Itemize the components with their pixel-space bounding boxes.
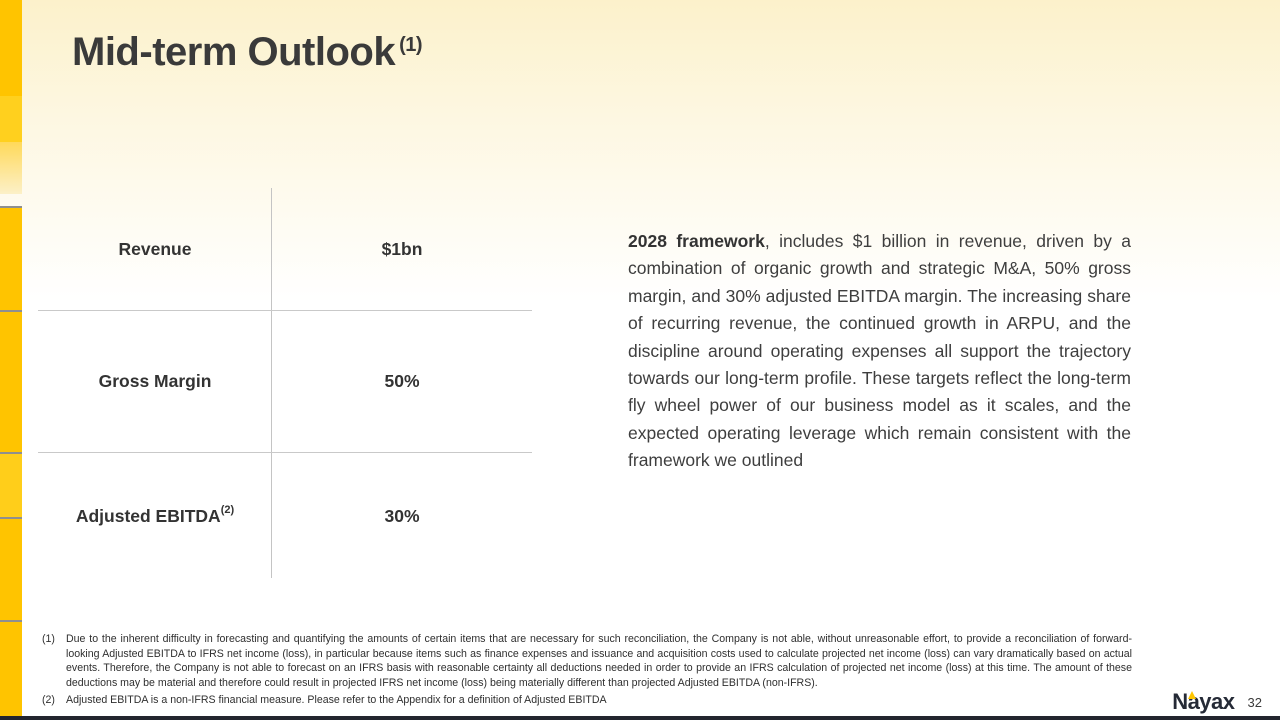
metric-value-text: 30% [384, 505, 420, 526]
accent-bar-segment [0, 96, 22, 142]
nayax-logo [1172, 691, 1234, 713]
metric-label-revenue [38, 188, 272, 310]
footnotes [42, 632, 1132, 711]
accent-strip [0, 0, 22, 716]
footer [1172, 691, 1262, 713]
accent-bar-segment [0, 620, 22, 716]
footnote-marker: (2) [42, 694, 55, 707]
framework-lead: 2028 framework [628, 231, 765, 251]
metric-label-text: Adjusted EBITDA [75, 505, 221, 526]
metric-value-text: $1bn [381, 238, 423, 259]
metric-value-adjusted-ebitda [272, 452, 532, 580]
metric-label-adjusted-ebitda [38, 452, 272, 580]
framework-body-text: , includes $1 billion in revenue, driven by a combination of organic growth and strategic M&A, 50% gross margin, and 30% adjusted EBITDA margin. The increasing share of recurring revenue, the continued growth in ARPU, and the discipline around operating expenses all support the trajectory towards our long-term profile. These targets reflect the long-term fly wheel power of our business model as it scales, and the expected operating leverage which remain consistent with the framework we outlined [628, 231, 1131, 471]
metric-value-text: 50% [384, 370, 420, 391]
nayax-logo-triangle-icon [1188, 691, 1196, 699]
page-title-text: Mid-term Outlook [72, 30, 396, 74]
accent-bar-segment [0, 452, 22, 517]
metric-label-gross-margin [38, 310, 272, 452]
table-column-divider [271, 188, 272, 578]
accent-bar-segment [0, 310, 22, 452]
footnote-2 [42, 693, 1132, 708]
title-superscript: (1) [399, 34, 423, 56]
nayax-logo-text: Nayax [1172, 689, 1235, 714]
metric-label-superscript: (2) [220, 504, 235, 516]
footnote-marker: (1) [42, 633, 55, 645]
footnote-text: Due to the inherent difficulty in forecasting and quantifying the amounts of certain items that are necessary for such reconciliation, the Company is not able, without unreasonable effort, to provide a reconciliation of forward-looking Adjusted EBITDA to IFRS net income (loss), in particular because items such as finance expenses and issuance and acquisition costs used to calculate projected net income (loss) can vary dramatically based on actual events. Therefore, the Company is not able to forecast on an IFRS basis with reasonable certainty all deductions needed in order to provide an IFRS calculation of projected net income (loss) at this time. The amount of these deductions may be material and therefore could result in projected IFRS net income (loss) being materially different than projected Adjusted EBITDA (non-IFRS). [66, 633, 1132, 689]
page-number: 32 [1247, 694, 1262, 710]
accent-bar-segment [0, 517, 22, 620]
bottom-bar [0, 716, 1280, 720]
metrics-table [38, 188, 532, 580]
metric-value-gross-margin [272, 310, 532, 452]
footnote-1 [42, 632, 1132, 690]
framework-paragraph [628, 228, 1131, 475]
table-row-divider [38, 310, 532, 311]
page-title [72, 30, 422, 75]
table-row-divider [38, 452, 532, 453]
accent-bar-segment [0, 206, 22, 310]
metric-value-revenue [272, 188, 532, 310]
metric-label-text: Revenue [118, 238, 192, 259]
metric-label-text: Gross Margin [98, 370, 212, 391]
accent-bar-segment [0, 0, 22, 96]
footnote-text: Adjusted EBITDA is a non-IFRS financial measure. Please refer to the Appendix for a definition of Adjusted EBITDA [66, 694, 607, 707]
metrics-grid [38, 188, 532, 580]
accent-bar-segment [0, 142, 22, 194]
